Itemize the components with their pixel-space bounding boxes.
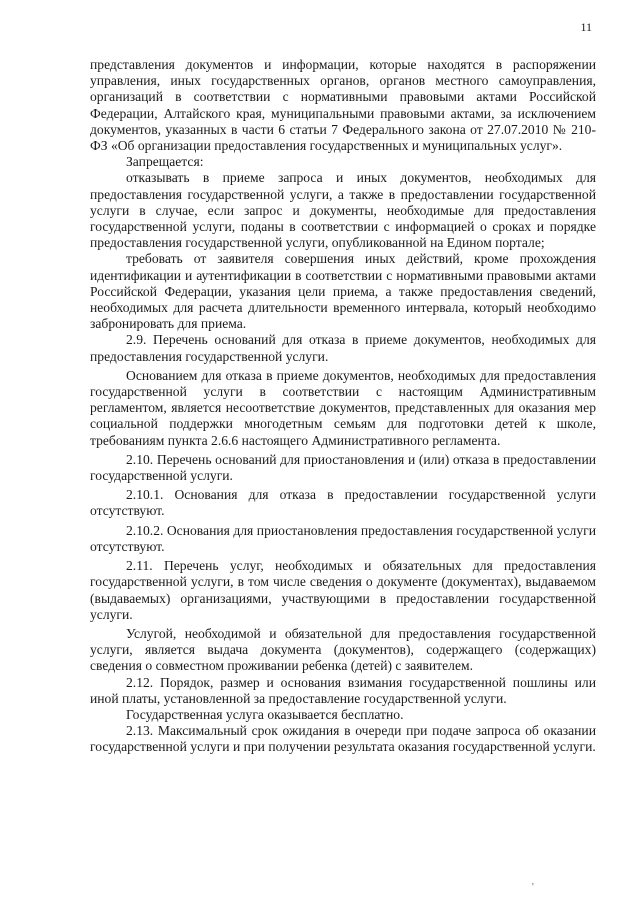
paragraph-2-12: 2.12. Порядок, размер и основания взимания государственной пошлины или иной платы, установленной за предоставление государственной услуги. [90,674,596,706]
paragraph-prohibited-heading: Запрещается: [126,154,204,170]
paragraph-free-of-charge: Государственная услуга оказывается бесплатно. [126,706,404,722]
document-body [90,57,596,756]
paragraph-prohibition-2: требовать от заявителя совершения иных действий, кроме прохождения идентификации и аутентификации в соответствии с нормативными правовыми актами Российской Федерации, указания цели приема, а также предоставления сведений, необходимых для расчета длительности временного интервала, который необходимо забронировать для приема. [90,251,596,332]
paragraph-refusal-grounds: Основанием для отказа в приеме документов, необходимых для предоставления государственной услуги в соответствии с настоящим Административным регламентом, является несоответствие документов, представленных для оказания мер социальной поддержки многодетным семьям для подготовки детей к школе, требованиям пункта 2.6.6 настоящего Административного регламента. [90,367,596,448]
paragraph-2-10-2: 2.10.2. Основания для приостановления предоставления государственной услуги отсутствуют. [90,522,596,554]
paragraph-required-service: Услугой, необходимой и обязательной для предоставления государственной услуги, является выдача документа (документов), содержащего (содержащих) сведения о совместном проживании ребенка (детей) с заявителем. [90,625,596,674]
paragraph-2-13: 2.13. Максимальный срок ожидания в очереди при подаче запроса об оказании государственной услуги и при получении результата оказания государственной услуги. [90,723,596,755]
paragraph-2-9: 2.9. Перечень оснований для отказа в приеме документов, необходимых для предоставления государственной услуги. [90,332,596,364]
paragraph-2-11: 2.11. Перечень услуг, необходимых и обязательных для предоставления государственной услуги, в том числе сведения о документе (документах), выдаваемом (выдаваемых) организациями, участвующими в предоставлении государственной услуги. [90,558,596,622]
paragraph-continuation: представления документов и информации, которые находятся в распоряжении управления, иных государственных органов, органов местного самоуправления, организаций в соответствии с нормативными правовыми актами Российской Федерации, Алтайского края, муниципальными правовыми актами, за исключением документов, указанных в части 6 статьи 7 Федерального закона от 27.07.2010 № 210-ФЗ «Об организации предоставления государственных и муниципальных услуг». [90,57,596,154]
stray-mark: ' [532,882,534,893]
page-number: 11 [580,20,592,34]
paragraph-2-10: 2.10. Перечень оснований для приостановления и (или) отказа в предоставлении государственной услуги. [90,451,596,484]
paragraph-2-10-1: 2.10.1. Основания для отказа в предоставлении государственной услуги отсутствуют. [90,487,596,519]
paragraph-prohibition-1: отказывать в приеме запроса и иных документов, необходимых для предоставления государственной услуги, а также в предоставлении государственной услуги в случае, если запрос и документы, необходимые для предоставления государственной услуги, поданы в соответствии с информацией о сроках и порядке предоставления государственной услуги, опубликованной на Едином портале; [90,170,596,251]
